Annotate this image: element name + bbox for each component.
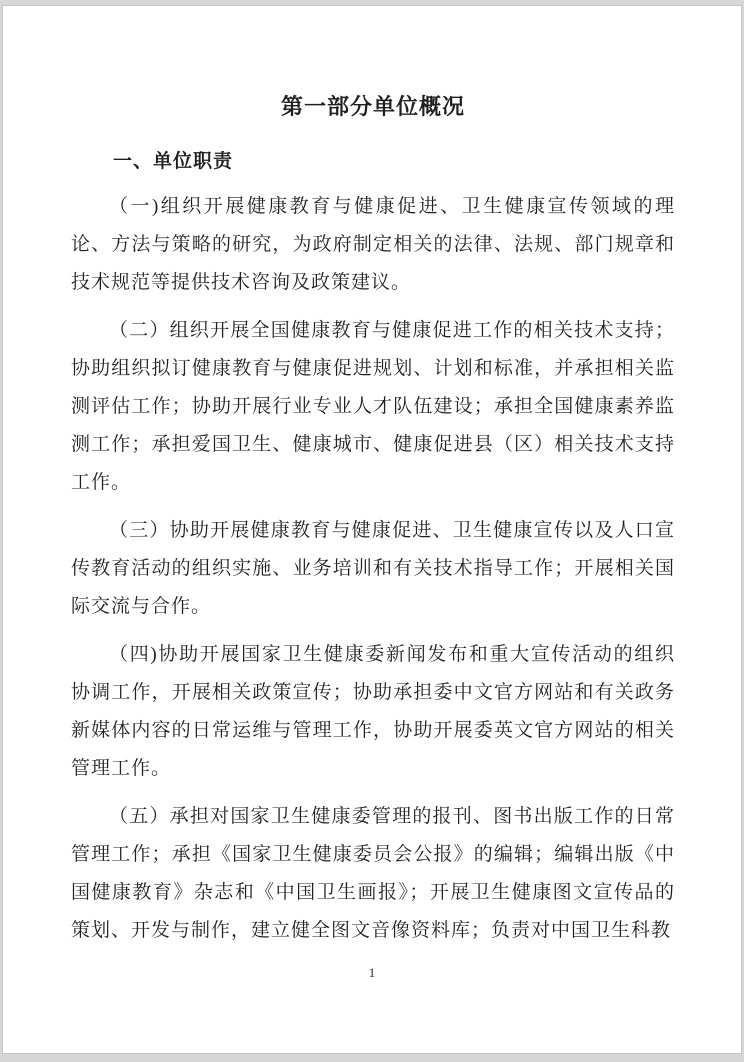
paragraph-4: （四)协助开展国家卫生健康委新闻发布和重大宣传活动的组织协调工作，开展相关政策宣传；协助承担委中文官方网站和有关政务新媒体内容的日常运维与管理工作，协助开展委英文官方网站的相关管理工作。 [71,644,675,779]
paragraph-3: （三）协助开展健康教育与健康促进、卫生健康宣传以及人口宣传教育活动的组织实施、业务培训和有关技术指导工作；开展相关国际交流与合作。 [71,520,675,617]
document-page [2,5,742,1054]
section-heading: 一、单位职责 [113,151,234,172]
document-title: 第一部分单位概况 [280,94,465,119]
body-paragraphs [71,188,675,950]
paragraph-5: （五）承担对国家卫生健康委管理的报刊、图书出版工作的日常管理工作；承担《国家卫生健康委员会公报》的编辑；编辑出版《中国健康教育》杂志和《中国卫生画报》；开展卫生健康图文宣传品的策划、开发与制作，建立健全图文音像资料库；负责对中国卫生科教 [71,806,675,941]
page-content [3,6,741,950]
paragraph-1: （一)组织开展健康教育与健康促进、卫生健康宣传领域的理论、方法与策略的研究，为政府制定相关的法律、法规、部门规章和技术规范等提供技术咨询及政策建议。 [71,196,675,293]
paragraph-2: （二）组织开展全国健康教育与健康促进工作的相关技术支持；协助组织拟订健康教育与健康促进规划、计划和标准，并承担相关监测评估工作；协助开展行业专业人才队伍建设；承担全国健康素养监测工作；承担爱国卫生、健康城市、健康促进县（区）相关技术支持工作。 [71,320,675,493]
page-number: 1 [368,965,376,980]
